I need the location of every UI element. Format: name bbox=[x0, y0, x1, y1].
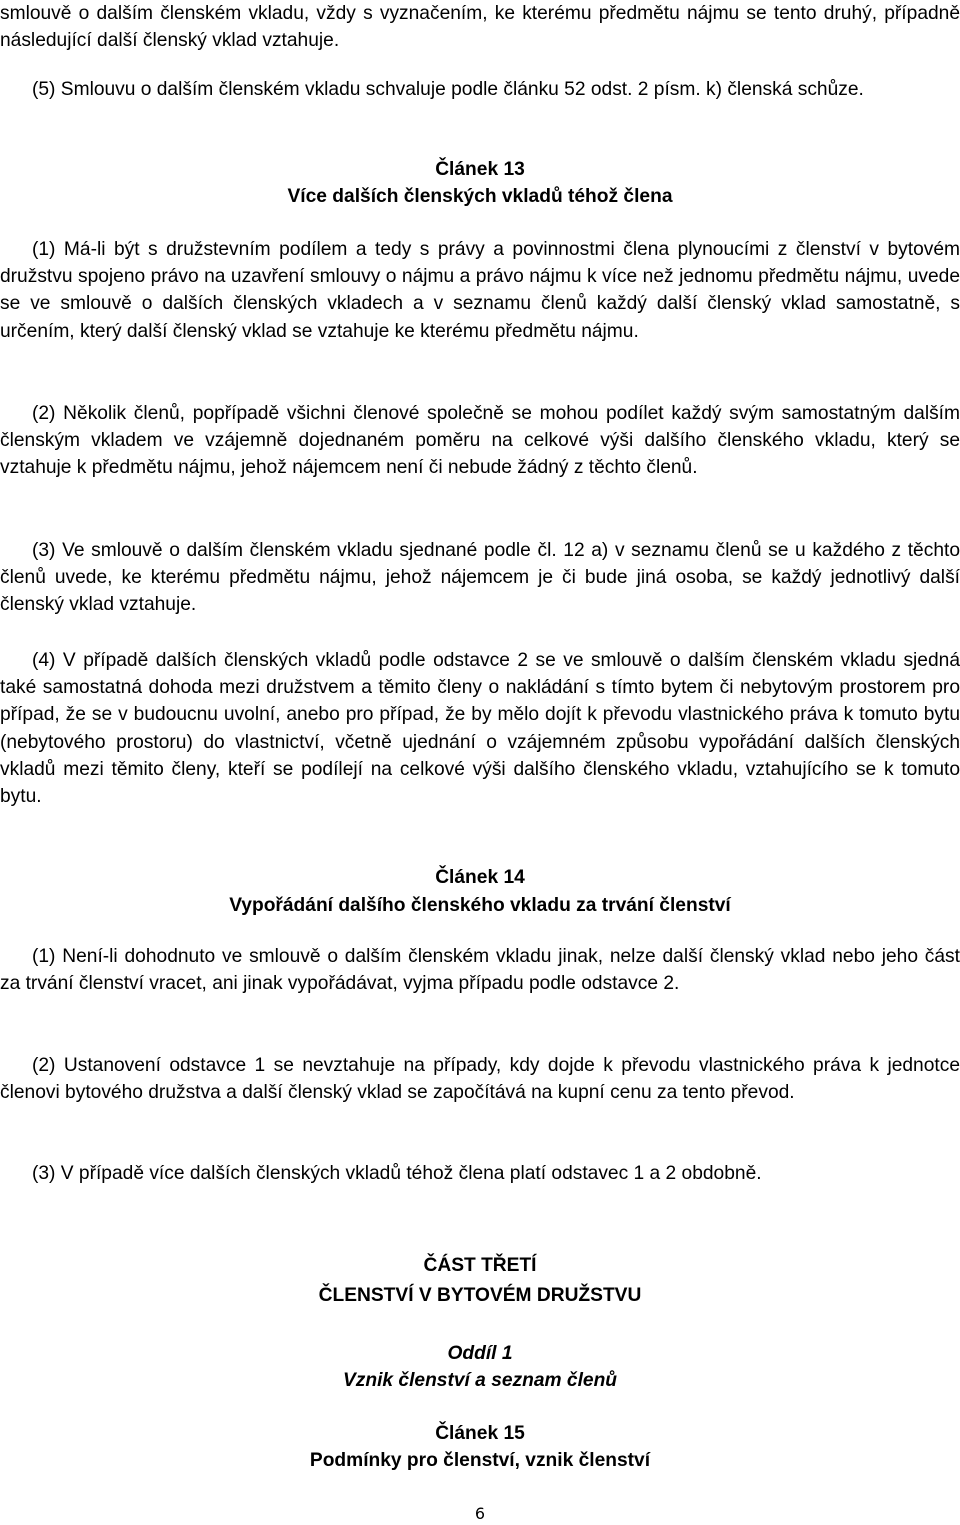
article-13-paragraph-3: (3) Ve smlouvě o dalším členském vkladu sjednané podle čl. 12 a) v seznamu členů se u každého z těchto členů uvede, ke kterému předmětu nájmu, jehož nájemcem je či bude jiná osoba, se každý jednotlivý další členský vklad vztahuje. bbox=[0, 540, 960, 616]
article-14-title: Vypořádání dalšího členského vkladu za trvání členství bbox=[229, 895, 731, 916]
article-13-number: Článek 13 bbox=[435, 159, 525, 180]
section-1-label: Oddíl 1 bbox=[447, 1343, 513, 1364]
part-three-label: ČÁST TŘETÍ bbox=[423, 1255, 537, 1276]
page-number: 6 bbox=[474, 1504, 486, 1523]
article-14-paragraph-2: (2) Ustanovení odstavce 1 se nevztahuje na případy, kdy dojde k převodu vlastnického práva k jednotce členovi bytového družstva a další členský vklad se započítává na kupní cenu za tento převod. bbox=[0, 1055, 960, 1104]
article-13-paragraph-4: (4) V případě dalších členských vkladů podle odstavce 2 se ve smlouvě o dalším členském vkladu sjedná také samostatná dohoda mezi družstvem a těmito členy o nakládání s tímto bytem či nebytovým prostorem pro případ, že se v budoucnu uvolní, anebo pro případ, že by mělo dojít k převodu vlastnického práva k tomuto bytu (nebytového prostoru) do vlastnictví, včetně ujednání o vzájemném způsobu vypořádání dalších členských vkladů mezi těmito členy, kteří se podílejí na celkové výši dalšího členského vkladu, vztahujícího se k tomuto bytu. bbox=[0, 650, 960, 808]
article-14-number: Článek 14 bbox=[435, 867, 525, 888]
article-13-paragraph-1: (1) Má-li být s družstevním podílem a tedy s právy a povinnostmi člena plynoucími z členství v bytovém družstvu spojeno právo na uzavření smlouvy o nájmu a právo nájmu k více než jednomu předmětu nájmu, uvede se ve smlouvě o dalších členských vkladech a v seznamu členů každý další členský vklad samostatně, s určením, který další členský vklad se vztahuje ke kterému předmětu nájmu. bbox=[0, 239, 960, 342]
carryover-paragraph: smlouvě o dalším členském vkladu, vždy s vyznačením, ke kterému předmětu nájmu se tento druhý, případně následující další členský vklad vztahuje. bbox=[0, 3, 960, 52]
article-13-title: Více dalších členských vkladů téhož člena bbox=[287, 186, 673, 207]
section-1-title: Vznik členství a seznam členů bbox=[342, 1370, 618, 1391]
article-14-paragraph-1: (1) Není-li dohodnuto ve smlouvě o dalším členském vkladu jinak, nelze další členský vklad nebo jeho část za trvání členství vracet, ani jinak vypořádávat, vyjma případu podle odstavce 2. bbox=[0, 946, 960, 995]
article-12-paragraph-5: (5) Smlouvu o dalším členském vkladu schvaluje podle článku 52 odst. 2 písm. k) členská schůze. bbox=[32, 79, 864, 100]
article-13-paragraph-2: (2) Několik členů, popřípadě všichni členové společně se mohou podílet každý svým samostatným dalším členským vkladem ve vzájemně dojednaném poměru na celkové výši dalšího členského vkladu, který se vztahuje k předmětu nájmu, jehož nájemcem není či nebude žádný z těchto členů. bbox=[0, 403, 960, 479]
part-three-title: ČLENSTVÍ V BYTOVÉM DRUŽSTVU bbox=[318, 1285, 642, 1306]
article-14-paragraph-3: (3) V případě více dalších členských vkladů téhož člena platí odstavec 1 a 2 obdobně. bbox=[32, 1163, 762, 1184]
article-15-title: Podmínky pro členství, vznik členství bbox=[309, 1450, 651, 1471]
article-15-number: Článek 15 bbox=[435, 1423, 525, 1444]
